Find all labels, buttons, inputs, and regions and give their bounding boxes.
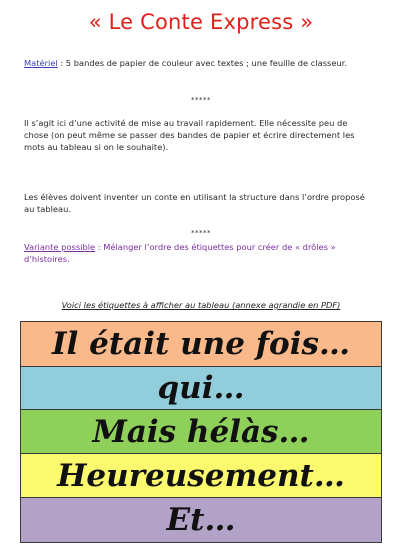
strip-label: Heureusement…	[57, 457, 345, 494]
strip-label: qui…	[157, 370, 245, 406]
etiquettes-notice: Voici les étiquettes à afficher au tableau (annexe agrandie en PDF)	[61, 300, 341, 310]
strip-il-etait-une-fois	[20, 321, 382, 367]
materiel-paragraph	[24, 57, 374, 69]
strip-mais-helas	[20, 409, 382, 454]
strip-label: Mais hélàs…	[92, 413, 310, 450]
strip-label: Il était une fois…	[52, 326, 350, 362]
strip-heureusement	[20, 453, 382, 498]
consigne-paragraph: Les élèves doivent inventer un conte en utilisant la structure dans l’ordre proposé au tableau.	[24, 192, 365, 214]
strip-et	[20, 497, 382, 543]
materiel-label: Matériel	[24, 58, 58, 68]
variante-paragraph	[24, 241, 374, 265]
variante-label: Variante possible	[24, 242, 96, 252]
materiel-text: : 5 bandes de papier de couleur avec textes ; une feuille de classeur.	[57, 58, 347, 68]
intro-paragraph: Il s’agit ici d’une activité de mise au travail rapidement. Elle nécessite peu de chose (on peut même se passer des bandes de papier et écrire directement les mots au tableau si on le souhaite).	[24, 118, 355, 152]
strip-qui	[20, 366, 382, 410]
document-title: « Le Conte Express »	[88, 10, 314, 34]
strips-panel	[20, 321, 382, 544]
separator-1: *****	[191, 96, 211, 104]
variante-text: : Mélanger l’ordre des étiquettes pour créer de « drôles » d’histoires.	[24, 242, 336, 264]
strip-label: Et…	[166, 502, 236, 538]
separator-2: *****	[191, 229, 211, 237]
